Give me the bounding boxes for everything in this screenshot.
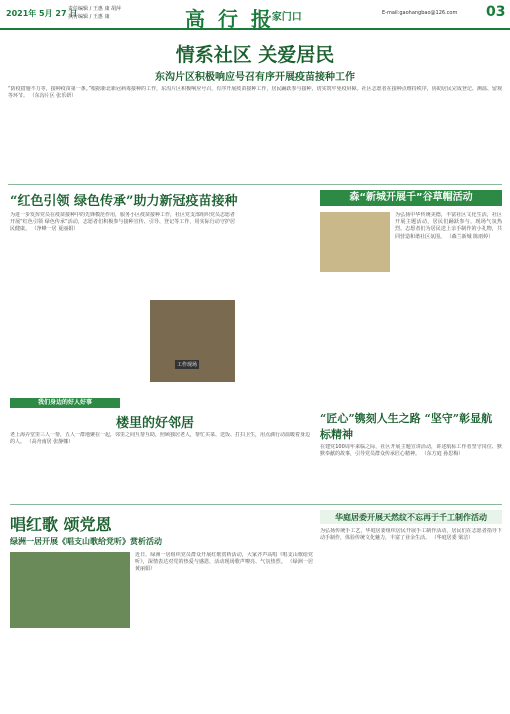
main-subheadline: 东沟片区积极响应号召有序开展疫苗接种工作	[155, 72, 355, 83]
article1-photo	[150, 300, 235, 382]
article5-banner	[320, 510, 502, 524]
article5-text: 为弘扬传统手工艺，华庭居委组织居民开展手工制作活动，居民们在志愿者指导下动手制作，体验传统文化魅力，丰富了业余生活。	[320, 528, 502, 542]
article6-author: （绿洲一居 黄丽娟）	[135, 559, 313, 573]
executive-editor-line: 执行编辑 / 王惠 康	[68, 14, 110, 20]
article4-author: （东方庭 孙思梅）	[421, 451, 464, 458]
section-divider	[8, 184, 502, 185]
masthead: 高 行 报	[185, 7, 274, 31]
article6-photo	[10, 552, 130, 628]
article2-text: 为弘扬中华传统美德，丰富社区文化生活，社区开展主题活动，居民们踊跃参与，现场气氛热烈。志愿者们为居民送上亲手制作的小礼物，共同营造和谐社区氛围。	[395, 212, 502, 240]
article5-body	[320, 528, 502, 708]
article3-headline: 楼里的好邻居	[115, 416, 194, 431]
contact-email[interactable]: E-mail:gaohangbao@126.com	[382, 10, 458, 16]
article4-text: 在建党100周年来临之际，社区开展主题宣讲活动，讲述航标工作者坚守岗位、默默奉献的故事，引导党员群众传承匠心精神。	[320, 444, 502, 458]
photo-caption: 工作现场	[177, 362, 198, 368]
article6-headline: 唱红歌 颂党恩	[10, 515, 112, 534]
page-header	[0, 0, 510, 30]
article5-headline: 华庭居委开展天然纹不忘再于千工制作活动	[335, 512, 487, 522]
article1-text: 为进一步发挥党员在疫苗接种中的先锋模范作用，服务小区疫苗接种工作，社区党支部组织党员志愿者开展“红色引领 绿色传承”活动，志愿者们积极参与接种宣传、引导、登记等工作，用实际行动守护居民健康。	[10, 212, 235, 233]
article3-text: 老上海弄堂里三人一帮，五人一群地聚在一起，邻里之间互帮互助，照顾独居老人，帮忙买菜、送饭、打扫卫生，用点滴行动温暖着身边的人。	[10, 432, 310, 446]
lead-author: （东沟片区 张乐妍）	[29, 93, 77, 100]
article6-subheadline: 绿洲一居开展《唱支山歌给党听》赏析活动	[10, 537, 162, 546]
article4-headline: “匠心”镌刻人生之路 “坚守”彰显航标精神	[320, 412, 493, 441]
article2-body	[395, 212, 502, 382]
section-name: ·家门口	[268, 12, 302, 23]
article3-author: （高舟南居 张静娜）	[26, 439, 74, 446]
editor-credits	[68, 5, 121, 21]
editor-line: 责任编辑 / 王惠 康 胡萍	[68, 6, 122, 12]
main-article-body	[8, 86, 502, 182]
article2-headline: 森“新城开展千”谷草帽活动	[320, 190, 502, 206]
page-number: 03	[486, 4, 506, 20]
main-headline: 情系社区 关爱居民	[175, 44, 335, 66]
article2-author: （森兰新城 陈雨婷）	[446, 233, 494, 240]
article3-body	[10, 432, 310, 498]
article6-text: 近日，绿洲一居组织党员群众开展红歌赏析活动，大家齐声高唱《唱支山歌给党听》，深情表达对党的热爱与感恩，活动现场歌声嘹亮、气氛热烈。	[135, 552, 313, 566]
article6-body	[135, 552, 313, 708]
article1-headline: “红色引领 绿色传承”助力新冠疫苗接种	[10, 194, 238, 209]
article5-author: （华庭居委 梁洁）	[431, 535, 474, 542]
article1-author: （净峰一居 夏丽娟）	[31, 226, 79, 233]
tag-bar: 我们身边的好人好事	[10, 398, 120, 408]
article2-photo	[320, 212, 390, 272]
issue-date: 2021年 5月 27 日	[6, 9, 78, 18]
lead-text: “防疫措施不力等，接种疫苗第一条。”根据新北新冠病毒接种的工作，东沟片区积极响应号召，有序开展疫苗接种工作，居民踊跃参与接种，切实筑牢免疫屏障。社区志愿者在接种点维持秩序，协助居民完成登记、测温、留观等环节。	[8, 86, 502, 100]
section-divider	[10, 504, 502, 505]
